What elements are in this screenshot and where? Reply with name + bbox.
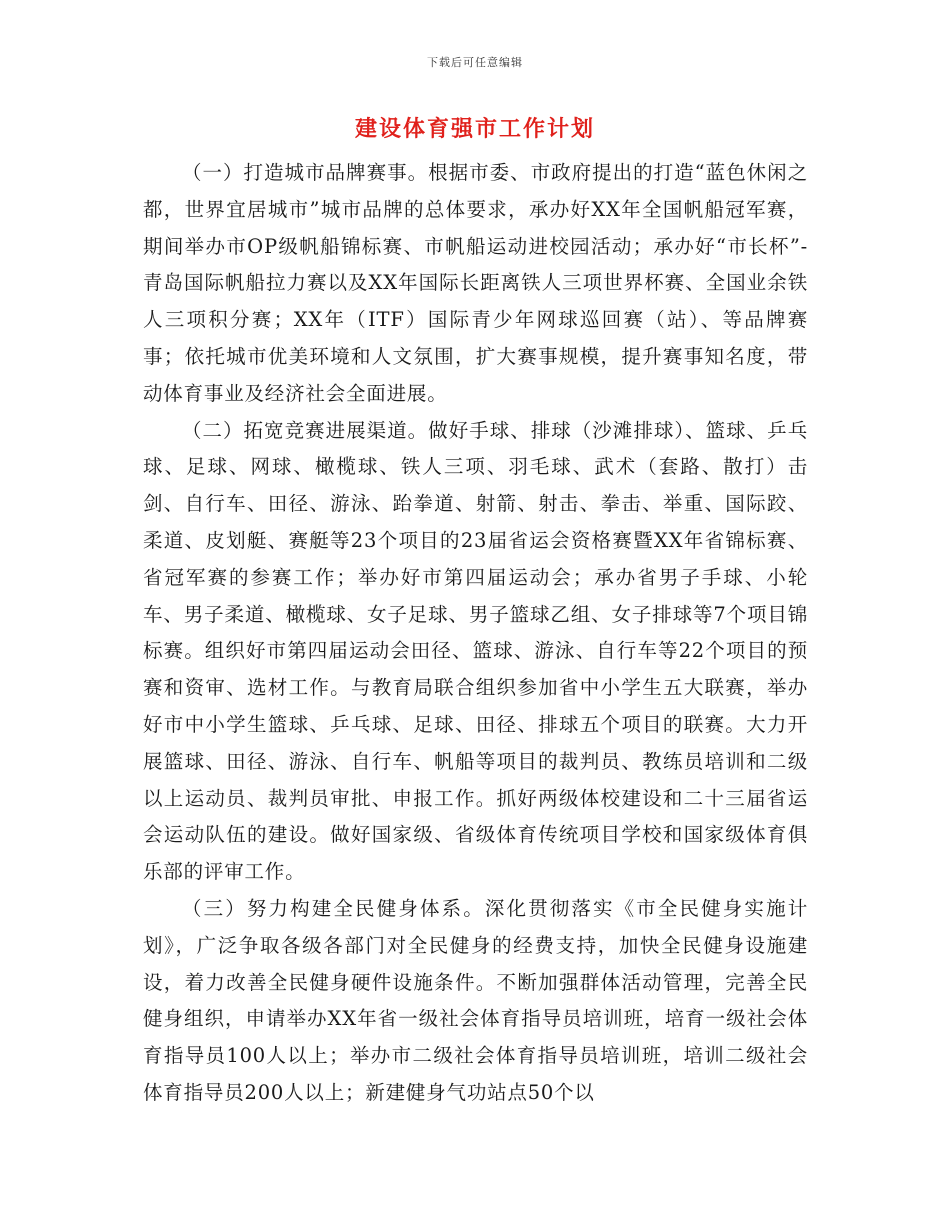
paragraph-1: （一）打造城市品牌赛事。根据市委、市政府提出的打造“蓝色休闲之都，世界宜居城市”城市品牌的总体要求，承办好XX年全国帆船冠军赛，期间举办市OP级帆船锦标赛、市帆船运动进校园活动；承办好“市长杯”-青岛国际帆船拉力赛以及XX年国际长距离铁人三项世界杯赛、全国业余铁人三项积分赛；XX年（ITF）国际青少年网球巡回赛（站）、等品牌赛事；依托城市优美环境和人文氛围，扩大赛事规模，提升赛事知名度，带动体育事业及经济社会全面进展。	[143, 161, 808, 405]
header-note: 下载后可任意编辑	[427, 56, 523, 69]
paragraph-3: （三）努力构建全民健身体系。深化贯彻落实《市全民健身实施计划》，广泛争取各级各部门对全民健身的经费支持，加快全民健身设施建设，着力改善全民健身硬件设施条件。不断加强群体活动管理，完善全民健身组织，申请举办XX年省一级社会体育指导员培训班，培育一级社会体育指导员100人以上；举办市二级社会体育指导员培训班，培训二级社会体育指导员200人以上；新建健身气功站点50个以	[143, 896, 808, 1104]
document-title: 建设体育强市工作计划	[354, 116, 595, 142]
paragraph-2: （二）拓宽竞赛进展渠道。做好手球、排球（沙滩排球）、篮球、乒乓球、足球、网球、橄榄球、铁人三项、羽毛球、武术（套路、散打）击剑、自行车、田径、游泳、跆拳道、射箭、射击、拳击、举重、国际跤、柔道、皮划艇、赛艇等23个项目的23届省运会资格赛暨XX年省锦标赛、省冠军赛的参赛工作；举办好市第四届运动会；承办省男子手球、小轮车、男子柔道、橄榄球、女子足球、男子篮球乙组、女子排球等7个项目锦标赛。组织好市第四届运动会田径、篮球、游泳、自行车等22个项目的预赛和资审、选材工作。与教育局联合组织参加省中小学生五大联赛，举办好市中小学生篮球、乒乓球、足球、田径、排球五个项目的联赛。大力开展篮球、田径、游泳、自行车、帆船等项目的裁判员、教练员培训和二级以上运动员、裁判员审批、申报工作。抓好两级体校建设和二十三届省运会运动队伍的建设。做好国家级、省级体育传统项目学校和国家级体育俱乐部的评审工作。	[143, 418, 808, 884]
document-body	[143, 155, 808, 1112]
